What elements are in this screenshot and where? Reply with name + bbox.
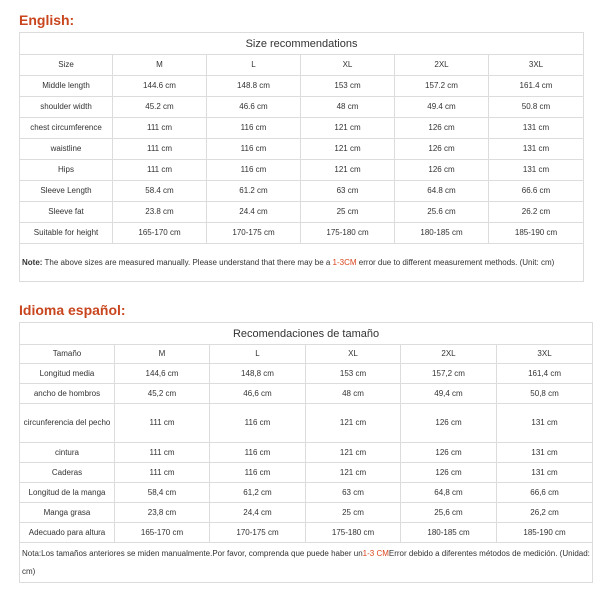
english-heading: English: <box>19 12 75 28</box>
table-row <box>20 443 593 463</box>
table-cell: 148.8 cm <box>207 76 301 97</box>
table-row <box>20 160 584 181</box>
table-cell: 131 cm <box>489 139 584 160</box>
note-text: The above sizes are measured manually. Please understand that there may be a <box>42 257 333 267</box>
table-cell: 25 cm <box>301 202 395 223</box>
table-row <box>20 97 584 118</box>
english-table-body <box>20 33 584 76</box>
table-cell: 126 cm <box>401 443 497 463</box>
table-cell: 116 cm <box>210 443 306 463</box>
column-header: XL <box>301 55 395 76</box>
table-cell: 111 cm <box>115 443 210 463</box>
spanish-data-rows <box>20 364 593 543</box>
table-row <box>20 483 593 503</box>
spanish-size-table <box>19 322 593 583</box>
table-cell: 161,4 cm <box>497 364 593 384</box>
table-cell: 131 cm <box>497 463 593 483</box>
table-cell: 131 cm <box>489 118 584 139</box>
row-label: Sleeve Length <box>20 181 113 202</box>
table-cell: 111 cm <box>113 160 207 181</box>
table-cell: 121 cm <box>306 404 401 443</box>
column-header: 3XL <box>497 345 593 364</box>
table-cell: 153 cm <box>306 364 401 384</box>
table-cell: 144,6 cm <box>115 364 210 384</box>
table-cell: 131 cm <box>489 160 584 181</box>
table-cell: 126 cm <box>401 463 497 483</box>
table-cell: 185-190 cm <box>489 223 584 244</box>
table-cell: 121 cm <box>301 118 395 139</box>
row-label: Middle length <box>20 76 113 97</box>
table-cell: 111 cm <box>113 118 207 139</box>
table-cell: 111 cm <box>115 463 210 483</box>
table-cell: 121 cm <box>306 463 401 483</box>
table-cell: 25.6 cm <box>395 202 489 223</box>
spanish-note-body <box>20 543 593 583</box>
note-text: Los tamaños anteriores se miden manualmente.Por favor, comprenda que puede haber un <box>41 548 363 558</box>
english-size-table <box>19 32 584 282</box>
table-cell: 185-190 cm <box>497 523 593 543</box>
row-label: Adecuado para altura <box>20 523 115 543</box>
english-note <box>20 244 584 282</box>
table-cell: 116 cm <box>207 160 301 181</box>
table-cell: 175-180 cm <box>301 223 395 244</box>
table-cell: 48 cm <box>301 97 395 118</box>
note-label: Nota: <box>22 548 42 558</box>
table-row <box>20 139 584 160</box>
table-cell: 180-185 cm <box>401 523 497 543</box>
table-cell: 23.8 cm <box>113 202 207 223</box>
spanish-heading: Idioma español: <box>19 302 126 318</box>
table-cell: 157,2 cm <box>401 364 497 384</box>
table-cell: 165-170 cm <box>115 523 210 543</box>
table-cell: 180-185 cm <box>395 223 489 244</box>
table-cell: 126 cm <box>395 118 489 139</box>
spanish-table-body <box>20 323 593 364</box>
table-cell: 116 cm <box>210 404 306 443</box>
table-cell: 111 cm <box>113 139 207 160</box>
table-cell: 111 cm <box>115 404 210 443</box>
table-cell: 121 cm <box>306 443 401 463</box>
table-cell: 121 cm <box>301 160 395 181</box>
table-cell: 48 cm <box>306 384 401 404</box>
row-label: Caderas <box>20 463 115 483</box>
column-header: XL <box>306 345 401 364</box>
row-label: Longitud media <box>20 364 115 384</box>
column-header: 3XL <box>489 55 584 76</box>
table-row <box>20 223 584 244</box>
table-cell: 153 cm <box>301 76 395 97</box>
row-label: shoulder width <box>20 97 113 118</box>
table-cell: 175-180 cm <box>306 523 401 543</box>
table-cell: 157.2 cm <box>395 76 489 97</box>
spanish-note <box>20 543 593 583</box>
table-cell: 61.2 cm <box>207 181 301 202</box>
table-cell: 45,2 cm <box>115 384 210 404</box>
table-row <box>20 118 584 139</box>
column-header: Size <box>20 55 113 76</box>
table-cell: 46.6 cm <box>207 97 301 118</box>
table-row <box>20 76 584 97</box>
column-header: L <box>207 55 301 76</box>
table-cell: 170-175 cm <box>210 523 306 543</box>
table-row <box>20 181 584 202</box>
table-cell: 126 cm <box>395 139 489 160</box>
column-header: M <box>115 345 210 364</box>
column-header: 2XL <box>401 345 497 364</box>
table-cell: 66.6 cm <box>489 181 584 202</box>
table-row <box>20 404 593 443</box>
table-cell: 170-175 cm <box>207 223 301 244</box>
table-cell: 64.8 cm <box>395 181 489 202</box>
table-row <box>20 523 593 543</box>
row-label: cintura <box>20 443 115 463</box>
row-label: chest circumference <box>20 118 113 139</box>
table-cell: 25,6 cm <box>401 503 497 523</box>
column-header: Tamaño <box>20 345 115 364</box>
spanish-table-title: Recomendaciones de tamaño <box>20 323 593 345</box>
table-cell: 131 cm <box>497 404 593 443</box>
column-header: M <box>113 55 207 76</box>
row-label: Longitud de la manga <box>20 483 115 503</box>
row-label: waistline <box>20 139 113 160</box>
table-cell: 26,2 cm <box>497 503 593 523</box>
table-cell: 26.2 cm <box>489 202 584 223</box>
note-text: error due to different measurement methods. (Unit: cm) <box>356 257 555 267</box>
table-cell: 49,4 cm <box>401 384 497 404</box>
english-data-rows <box>20 76 584 244</box>
table-cell: 50,8 cm <box>497 384 593 404</box>
table-row <box>20 503 593 523</box>
spanish-header-row <box>20 345 593 364</box>
english-table-title: Size recommendations <box>20 33 584 55</box>
row-label: circunferencia del pecho <box>20 404 115 443</box>
table-cell: 116 cm <box>207 139 301 160</box>
table-row <box>20 384 593 404</box>
row-label: ancho de hombros <box>20 384 115 404</box>
note-highlight: 1-3 CM <box>362 548 389 558</box>
row-label: Manga grasa <box>20 503 115 523</box>
row-label: Hips <box>20 160 113 181</box>
table-cell: 131 cm <box>497 443 593 463</box>
table-cell: 116 cm <box>207 118 301 139</box>
table-cell: 63 cm <box>306 483 401 503</box>
note-text: Error debido a diferentes métodos de medición. (Unidad: cm) <box>22 548 590 576</box>
table-cell: 25 cm <box>306 503 401 523</box>
table-cell: 121 cm <box>301 139 395 160</box>
row-label: Suitable for height <box>20 223 113 244</box>
table-cell: 49.4 cm <box>395 97 489 118</box>
column-header: 2XL <box>395 55 489 76</box>
table-cell: 165-170 cm <box>113 223 207 244</box>
table-cell: 58.4 cm <box>113 181 207 202</box>
table-cell: 63 cm <box>301 181 395 202</box>
table-cell: 66,6 cm <box>497 483 593 503</box>
table-cell: 24,4 cm <box>210 503 306 523</box>
table-cell: 161.4 cm <box>489 76 584 97</box>
table-cell: 126 cm <box>401 404 497 443</box>
table-cell: 24.4 cm <box>207 202 301 223</box>
english-note-body <box>20 244 584 282</box>
table-cell: 116 cm <box>210 463 306 483</box>
table-cell: 58,4 cm <box>115 483 210 503</box>
row-label: Sleeve fat <box>20 202 113 223</box>
table-cell: 50.8 cm <box>489 97 584 118</box>
note-highlight: 1-3CM <box>332 257 357 267</box>
column-header: L <box>210 345 306 364</box>
table-cell: 46,6 cm <box>210 384 306 404</box>
table-cell: 45.2 cm <box>113 97 207 118</box>
table-cell: 126 cm <box>395 160 489 181</box>
table-cell: 64,8 cm <box>401 483 497 503</box>
table-row <box>20 364 593 384</box>
table-cell: 148,8 cm <box>210 364 306 384</box>
table-cell: 23,8 cm <box>115 503 210 523</box>
table-row <box>20 463 593 483</box>
english-header-row <box>20 55 584 76</box>
note-label: Note: <box>22 257 43 267</box>
table-cell: 144.6 cm <box>113 76 207 97</box>
table-row <box>20 202 584 223</box>
table-cell: 61,2 cm <box>210 483 306 503</box>
